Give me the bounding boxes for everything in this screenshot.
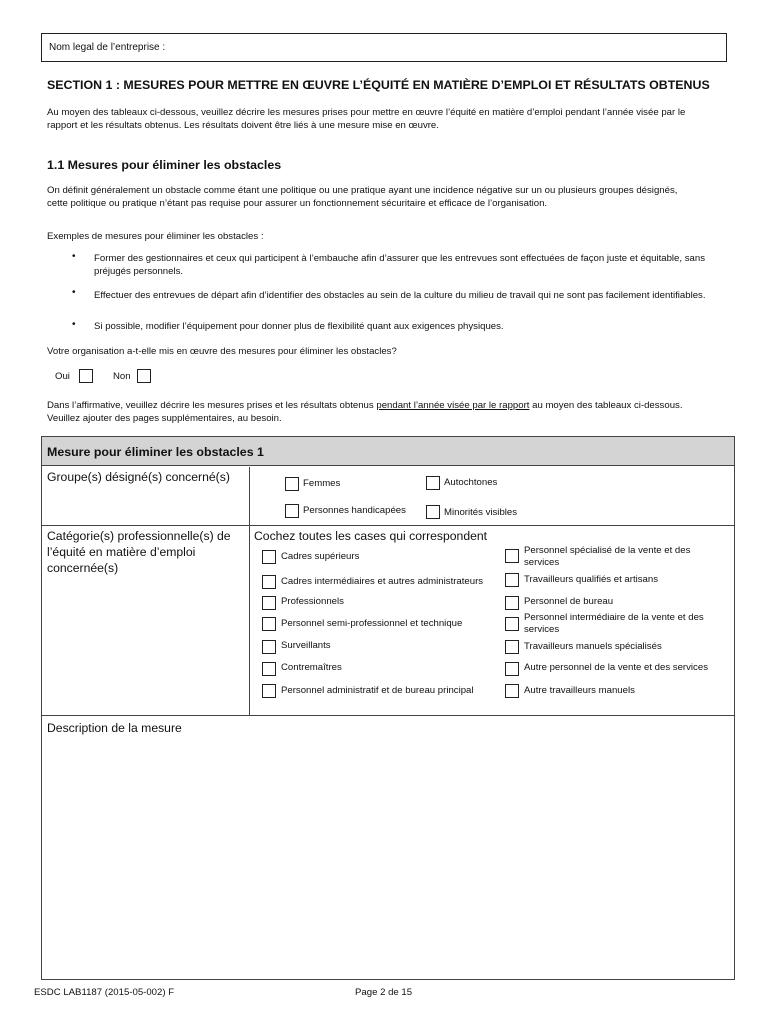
company-name-field[interactable] [41,33,727,62]
checkbox-cadres-intermediaires[interactable] [262,575,276,589]
form-id: ESDC LAB1187 (2015-05-002) F [34,987,175,998]
example-item [94,289,706,302]
company-name-label: Nom legal de l’entreprise : [49,42,166,53]
checkbox-personnel-bureau[interactable] [505,596,519,610]
bullet-mark: • [72,319,76,330]
measure-table [41,436,735,980]
description-label: Description de la mesure [47,721,182,735]
example-item-text: Si possible, modifier l’équipement pour donner plus de flexibilité quant aux exigences physiques. [94,321,504,332]
category-option: Travailleurs manuels spécialisés [524,641,662,652]
category-option: Cadres intermédiaires et autres administrateurs [281,576,484,587]
category-option: Personnel semi-professionnel et technique [281,618,463,629]
section-intro-line: Au moyen des tableaux ci-dessous, veuillez décrire les mesures prises pour mettre en œuvre l’équité en matière d’emploi pendant l’année visée par le [47,107,686,118]
example-item-text: Effectuer des entrevues de départ afin d’identifier des obstacles au sein de la culture du milieu de travail qui ne sont pas facilement identifiables. [94,290,706,301]
page-number: Page 2 de 15 [355,987,413,998]
description-field[interactable] [42,737,734,979]
obstacle-definition [47,185,677,210]
category-option: Personnel administratif et de bureau principal [281,685,474,696]
checkbox-qualifies-artisans[interactable] [505,573,519,587]
affirm-underlined-text: pendant l’année visée par le rapport [376,400,530,411]
category-option [524,545,690,568]
example-item-text: Former des gestionnaires et ceux qui participent à l’embauche afin d’assurer que les entrevues sont effectuées de façon juste et équitable, sans [94,253,705,264]
checkbox-specialise-vente[interactable] [505,549,519,563]
affirmative-instructions [47,400,683,425]
column-divider [249,467,250,715]
checkbox-manuels-specialises[interactable] [505,640,519,654]
checkbox-autre-manuels[interactable] [505,684,519,698]
no-label: Non [113,371,131,382]
checkbox-minorites-visibles[interactable] [426,505,440,519]
affirm-text: Veuillez ajouter des pages supplémentaires, au besoin. [47,412,282,424]
checkbox-femmes[interactable] [285,477,299,491]
section-intro [47,107,685,132]
checkbox-personnes-handicapees[interactable] [285,504,299,518]
category-option-line: Personnel intermédiaire de la vente et des [524,612,704,623]
category-option: Autre travailleurs manuels [524,685,635,696]
no-checkbox[interactable] [137,369,151,383]
checkbox-intermediaire-vente[interactable] [505,617,519,631]
section-intro-line: rapport et les résultats obtenus. Les résultats doivent être liés à une mesure mise en œuvre. [47,119,439,131]
group-option: Autochtones [444,477,498,488]
affirm-text: au moyen des tableaux ci-dessous. [529,400,683,411]
category-option: Professionnels [281,596,344,607]
categories-label-line: l’équité en matière d’emploi [47,545,196,559]
group-option: Personnes handicapées [303,505,406,516]
barrier-question: Votre organisation a-t-elle mis en œuvre des mesures pour éliminer les obstacles? [47,346,397,357]
measure-table-title: Mesure pour éliminer les obstacles 1 [42,437,734,466]
checkbox-semi-professionnel[interactable] [262,617,276,631]
checkbox-autre-vente[interactable] [505,662,519,676]
category-option-line: services [524,556,560,568]
category-option: Surveillants [281,640,331,651]
checkbox-contremaitres[interactable] [262,662,276,676]
row-divider [42,525,734,526]
yes-checkbox[interactable] [79,369,93,383]
section-title: SECTION 1 : MESURES POUR METTRE EN ŒUVRE L’ÉQUITÉ EN MATIÈRE D’EMPLOI ET RÉSULTATS OBTENUS [47,78,710,92]
checkbox-surveillants[interactable] [262,640,276,654]
checkbox-professionnels[interactable] [262,596,276,610]
checkbox-administratif-principal[interactable] [262,684,276,698]
definition-line: cette politique ou pratique n’étant pas requise pour assurer un fonctionnement sécuritaire et efficace de l’organisation. [47,197,548,209]
groups-label: Groupe(s) désigné(s) concerné(s) [47,470,230,484]
category-option [524,612,704,635]
category-option: Autre personnel de la vente et des services [524,662,708,673]
bullet-mark: • [72,287,76,298]
categories-label-line: concernée(s) [47,561,119,575]
definition-line: On définit généralement un obstacle comme étant une politique ou une pratique ayant une incidence négative sur un ou plusieurs groupes désignés, [47,185,678,196]
example-item [94,320,504,333]
subsection-title: 1.1 Mesures pour éliminer les obstacles [47,158,282,172]
row-divider [42,715,734,716]
examples-intro: Exemples de mesures pour éliminer les obstacles : [47,231,264,242]
categories-label-line: Catégorie(s) professionnelle(s) de [47,529,231,543]
example-item-text: préjugés personnels. [94,266,184,277]
category-option-line: services [524,623,560,635]
yes-label: Oui [55,371,70,382]
check-all-instruction: Cochez toutes les cases qui correspondent [254,529,488,543]
group-option: Femmes [303,478,341,489]
example-item [94,252,705,278]
checkbox-cadres-superieurs[interactable] [262,550,276,564]
category-option: Cadres supérieurs [281,551,360,562]
checkbox-autochtones[interactable] [426,476,440,490]
categories-label [47,528,231,576]
group-option: Minorités visibles [444,507,518,518]
category-option: Personnel de bureau [524,596,614,607]
category-option: Contremaîtres [281,662,342,673]
category-option-line: Personnel spécialisé de la vente et des [524,545,691,556]
affirm-text: Dans l’affirmative, veuillez décrire les mesures prises et les résultats obtenus [47,400,377,411]
bullet-mark: • [72,251,76,262]
category-option: Travailleurs qualifiés et artisans [524,574,659,585]
